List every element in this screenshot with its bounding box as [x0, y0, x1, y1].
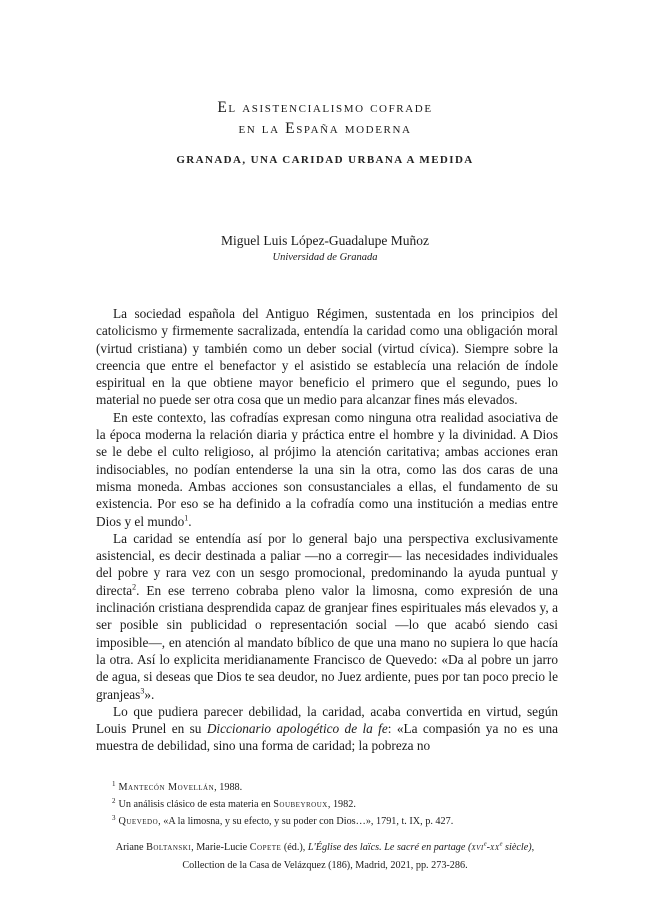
citation-author-2: Copete	[249, 842, 282, 853]
paragraph-4	[96, 703, 558, 755]
author-name: Miguel Luis López-Guadalupe Muñoz	[220, 233, 430, 248]
footnote-text: , 1982.	[327, 799, 356, 810]
paragraph-2	[96, 409, 558, 530]
footnote-number: 3	[112, 813, 116, 822]
footnote-text: , «A la limosna, y su efecto, y su poder con Dios…», 1791, t. IX, p. 427.	[158, 816, 454, 827]
paragraph-4-text-b: : «La compasión ya no es una muestra de debilidad, sino una forma de caridad; la pobreza no	[96, 721, 558, 754]
article-body	[96, 305, 558, 755]
footnote-3	[112, 813, 558, 830]
citation-block	[0, 839, 650, 875]
author-affiliation: Universidad de Granada	[272, 252, 378, 263]
paragraph-3-text-c: ».	[144, 686, 155, 702]
citation-book-title	[308, 842, 532, 853]
footnotes	[112, 779, 558, 830]
citation-author-1: Boltanski	[146, 842, 192, 853]
article-title-line-1: El asistencialismo cofrade	[217, 99, 433, 116]
citation-century-2: xx	[490, 842, 500, 853]
footnote-pre: Un análisis clásico de esta materia en	[118, 799, 274, 810]
footnote-ref-2[interactable]: 2	[132, 582, 137, 592]
footnote-text: , 1988.	[214, 782, 243, 793]
citation-book-title-text: L'Église des laïcs. Le sacré en partage (	[307, 842, 472, 853]
citation-century-2-sup: e	[499, 840, 503, 848]
paragraph-1: La sociedad española del Antiguo Régimen, sustentada en los principios del catolicismo y firmemente sacralizada, entendía la caridad como una obligación moral (virtud cristiana) y también como un deber social (virtud cívica). Siempre sobre la creencia que entre el benefactor y el asistido se establecía una relación de índole espiritual en la que obtiene mayor beneficio el primero que el segundo, pues lo material no puede ser otra cosa que un medio para alcanzar fines más elevados.	[96, 306, 558, 408]
citation-line-1	[0, 839, 650, 857]
paragraph-3-text-b: . En ese terreno cobraba pleno valor la limosna, como expresión de una inclinación cristiana desprendida capaz de granjear fines espirituales más elevados y, a ser posible sin publicidad o representación social —lo que acabó siendo casi imposible—, en atención al mandato bíblico de que una mano no supiera lo que hacía la otra. Así lo explicita meridianamente Francisco de Quevedo: «Da al pobre un jarro de agua, si deseas que Dios te sea deudor, no Juez ardiente, pues por tan poco precio le granjeas	[96, 582, 558, 702]
footnote-author: Quevedo	[118, 816, 159, 827]
citation-century-sep: -	[486, 842, 491, 853]
citation-book-title-end: siècle)	[502, 842, 532, 853]
article-title-line-2: en la España moderna	[238, 120, 412, 137]
footnote-ref-1[interactable]: 1	[184, 513, 189, 523]
book-title-italic: Diccionario apologético de la fe	[206, 721, 388, 737]
paragraph-3-text-a: La caridad se entendía así por lo general bajo una perspectiva exclusivamente asistencial, es decir destinada a paliar —no a corregir— las necesidades individuales del pobre y rara vez con un sesgo promocional, predominando la ayuda puntual y directa	[96, 530, 558, 598]
footnote-1	[112, 779, 558, 796]
citation-mid-1: , Marie-Lucie	[191, 842, 250, 853]
footnote-ref-3[interactable]: 3	[140, 686, 145, 696]
citation-century-1: xvi	[471, 842, 484, 853]
article-subtitle: GRANADA, UNA CARIDAD URBANA A MEDIDA	[176, 154, 474, 166]
footnote-number: 1	[112, 779, 116, 788]
footnote-2	[112, 796, 558, 813]
citation-century-1-sup: e	[483, 840, 487, 848]
citation-pre: Ariane	[115, 842, 147, 853]
paragraph-3	[96, 530, 558, 703]
footnote-number: 2	[112, 796, 116, 805]
citation-post: ,	[531, 842, 535, 853]
footnote-author: Soubeyroux	[273, 799, 328, 810]
paragraph-2-end: .	[188, 513, 192, 529]
footnote-author: Mantecón Movellán	[118, 782, 215, 793]
citation-line-2: Collection de la Casa de Velázquez (186), Madrid, 2021, pp. 273-286.	[182, 860, 468, 871]
paragraph-2-text: En este contexto, las cofradías expresan como ninguna otra realidad asociativa de la época moderna la relación diaria y práctica entre el hombre y la divinidad. A Dios se le debe el culto religioso, al prójimo la atención caritativa; ambas acciones eran indisociables, no podían entenderse la una sin la otra, como las dos caras de una misma moneda. Ambas acciones son consustanciales a ellas, el fundamento de su existencia. Por eso se ha definido a la cofradía como una institución a medias entre Dios y el mundo	[96, 409, 558, 529]
citation-mid-2: (éd.),	[281, 842, 308, 853]
paragraph-4-text-a: Lo que pudiera parecer debilidad, la caridad, acaba convertida en virtud, según Louis Prunel en su	[96, 703, 558, 737]
